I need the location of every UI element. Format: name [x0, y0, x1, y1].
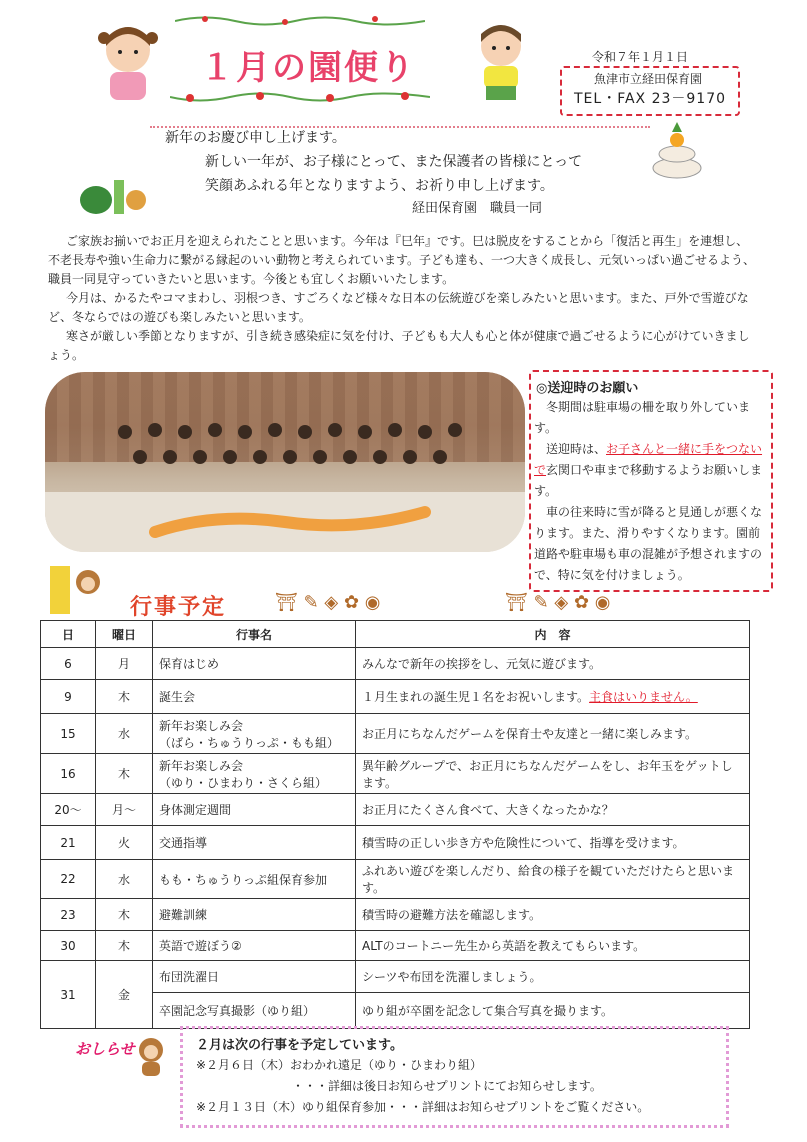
- event-name: [153, 714, 356, 754]
- february-notice-line: ※２月６日（木）おわかれ遠足（ゆり・ひまわり組）: [196, 1058, 483, 1072]
- event-name: 身体測定週間: [153, 794, 356, 826]
- event-weekday: 木: [96, 931, 153, 961]
- kagami-mochi-illustration: [650, 120, 704, 180]
- event-content: お正月にたくさん食べて、大きくなったかな？: [356, 794, 750, 826]
- event-day: 22: [41, 860, 96, 899]
- notice-text: 玄関口や車まで移動するようお願いします。: [534, 463, 763, 498]
- table-row: [41, 860, 750, 899]
- intro-paragraph-2: 今月は、かるたやコマまわし、羽根つき、すごろくなど様々な日本の伝統遊びを楽しみたいと思います。また、戸外で雪遊びなど、冬ならではの遊びも楽しみたいと思います。: [48, 291, 749, 324]
- monkey-illustration: [130, 1034, 172, 1078]
- february-notice-title: ２月は次の行事を予定しています。: [196, 1038, 403, 1053]
- event-content: ふれあい遊びを楽しんだり、給食の様子を観ていただけたらと思います。: [356, 860, 750, 899]
- event-name-line: 新年お楽しみ会: [159, 718, 244, 733]
- event-weekday: 木: [96, 680, 153, 714]
- event-content: ALTのコートニー先生から英語を教えてもらいます。: [356, 931, 750, 961]
- table-row: [41, 899, 750, 931]
- event-weekday: 金: [96, 961, 153, 1029]
- greeting-line-3: 笑顔あふれる年となりますよう、お祈り申し上げます。: [205, 178, 554, 194]
- event-name: 保育はじめ: [153, 648, 356, 680]
- event-day: 20～: [41, 794, 96, 826]
- events-heading: 行事予定: [130, 595, 227, 620]
- event-name: もも・ちゅうりっぷ組保育参加: [153, 860, 356, 899]
- table-row: [41, 826, 750, 860]
- event-weekday: 月: [96, 648, 153, 680]
- vine-decoration-bottom: [170, 90, 430, 104]
- event-content-highlight: 主食はいりません。: [589, 690, 698, 704]
- event-content: みんなで新年の挨拶をし、元気に遊びます。: [356, 648, 750, 680]
- february-notice-line: ・・・詳細は後日お知らせプリントにてお知らせします。: [292, 1079, 602, 1093]
- notice-text: 送迎時は、: [546, 442, 607, 456]
- class-group-photo: [45, 372, 525, 552]
- event-name: 布団洗濯日: [153, 961, 356, 993]
- vine-decoration-top: [175, 14, 425, 28]
- table-row: [41, 680, 750, 714]
- column-header: 内 容: [356, 621, 750, 648]
- notice-highlight: お子さんと一緒に手をつないで: [534, 442, 763, 477]
- event-name-line: （ばら・ちゅうりっぷ・もも組）: [159, 735, 340, 750]
- tel-fax: TEL・FAX 23－9170: [574, 91, 727, 107]
- event-content: 異年齢グループで、お正月にちなんだゲームをし、お年玉をゲットします。: [356, 754, 750, 794]
- event-day: 31: [41, 961, 96, 1029]
- notice-paragraph-3: 車の往来時に雪が降ると見通しが悪くなります。また、滑りやすくなります。園前道路や駐車場も車の混雑が予想されますので、特に気を付けましょう。: [534, 505, 763, 582]
- event-name: 避難訓練: [153, 899, 356, 931]
- table-row: [41, 714, 750, 754]
- pickup-notice-body: [534, 397, 766, 586]
- pickup-notice-title: ◎送迎時のお願い: [536, 381, 639, 396]
- event-content: [356, 680, 750, 714]
- event-day: 9: [41, 680, 96, 714]
- table-row: [41, 931, 750, 961]
- greeting-signature: 経田保育園 職員一同: [412, 201, 543, 216]
- boy-illustration: [470, 20, 532, 104]
- event-weekday: 木: [96, 899, 153, 931]
- event-name-line: 新年お楽しみ会: [159, 758, 244, 773]
- girl-illustration: [92, 20, 164, 106]
- table-header-row: [41, 621, 750, 648]
- notice-paragraph-2: [534, 439, 766, 502]
- event-content: 積雪時の避難方法を確認します。: [356, 899, 750, 931]
- event-name: [153, 754, 356, 794]
- event-name-line: （ゆり・ひまわり・さくら組）: [159, 775, 328, 790]
- event-content: お正月にちなんだゲームを保育士や友達と一緒に楽しみます。: [356, 714, 750, 754]
- issue-date: 令和７年１月１日: [592, 50, 689, 64]
- event-day: 23: [41, 899, 96, 931]
- column-header: 曜日: [96, 621, 153, 648]
- new-year-toys-icon: ⛩ ✎ ◈ ✿ ◉: [275, 592, 381, 613]
- event-day: 30: [41, 931, 96, 961]
- oshirase-badge: おしらせ: [75, 1040, 135, 1058]
- intro-text: [48, 232, 760, 365]
- event-content: シーツや布団を洗濯しましょう。: [356, 961, 750, 993]
- event-weekday: 水: [96, 860, 153, 899]
- event-day: 6: [41, 648, 96, 680]
- greeting-line-2: 新しい一年が、お子様にとって、また保護者の皆様にとって: [205, 154, 583, 170]
- intro-paragraph-1: ご家族お揃いでお正月を迎えられたことと思います。今年は『巳年』です。巳は脱皮をすることから「復活と再生」を連想し、不老長寿や強い生命力に繋がる縁起のいい動物と考えられています。子ども達も、一つ大きく成長し、元気いっぱい過ごせるよう、職員一同見守っていきたいと思います。今後とも宜しくお願いいたします。: [48, 234, 756, 286]
- february-notice-line: ※２月１３日（木）ゆり組保育参加・・・詳細はお知らせプリントをご覧ください。: [196, 1100, 650, 1114]
- notice-paragraph-1: 冬期間は駐車場の柵を取り外しています。: [534, 400, 751, 435]
- column-header: 日: [41, 621, 96, 648]
- event-day: 15: [41, 714, 96, 754]
- events-table: [40, 620, 750, 1029]
- table-row: [41, 794, 750, 826]
- event-content: ゆり組が卒園を記念して集合写真を撮ります。: [356, 993, 750, 1029]
- event-name: 誕生会: [153, 680, 356, 714]
- table-row: [41, 961, 750, 993]
- page-title: １月の園便り: [200, 48, 416, 88]
- event-name: 交通指導: [153, 826, 356, 860]
- table-row: [41, 648, 750, 680]
- new-year-toys-icon: ⛩ ✎ ◈ ✿ ◉: [505, 592, 611, 613]
- event-weekday: 水: [96, 714, 153, 754]
- intro-paragraph-3: 寒さが厳しい季節となりますが、引き続き感染症に気を付け、子どもも大人も心と体が健康で過ごせるように心がけていきましょう。: [48, 329, 750, 362]
- event-day: 16: [41, 754, 96, 794]
- event-weekday: 木: [96, 754, 153, 794]
- monkey-calendar-illustration: [40, 562, 110, 618]
- table-row: [41, 754, 750, 794]
- event-name: 英語で遊ぼう②: [153, 931, 356, 961]
- greeting-line-1: 新年のお慶び申し上げます。: [165, 130, 346, 146]
- event-weekday: 火: [96, 826, 153, 860]
- event-day: 21: [41, 826, 96, 860]
- column-header: 行事名: [153, 621, 356, 648]
- event-content-text: １月生まれの誕生児１名をお祝いします。: [362, 690, 590, 704]
- shishimai-illustration: [76, 170, 148, 218]
- event-weekday: 月～: [96, 794, 153, 826]
- school-name: 魚津市立経田保育園: [594, 72, 703, 86]
- event-content: 積雪時の正しい歩き方や危険性について、指導を受けます。: [356, 826, 750, 860]
- event-name: 卒園記念写真撮影（ゆり組）: [153, 993, 356, 1029]
